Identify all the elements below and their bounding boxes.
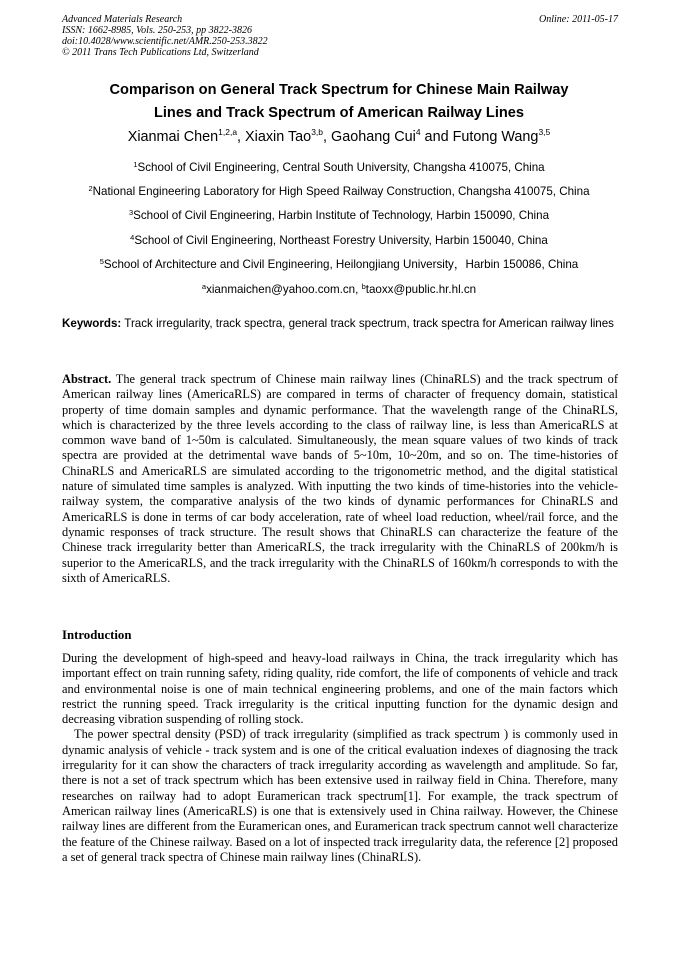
- paper-title: [60, 79, 618, 125]
- author-emails: [30, 282, 648, 297]
- doi-line: doi:10.4028/www.scientific.net/AMR.250-253.3822: [62, 36, 268, 47]
- email-separator: ,: [355, 283, 362, 296]
- author-name: Xianmai Chen: [127, 129, 219, 145]
- copyright-line: © 2011 Trans Tech Publications Ltd, Switzerland: [62, 47, 259, 58]
- introduction-heading: Introduction: [62, 628, 132, 642]
- author-affiliation-marker: 1,2,a: [218, 127, 238, 137]
- keywords-text: Track irregularity, track spectra, general track spectrum, track spectra for American railway lines: [124, 317, 614, 330]
- email-marker: b: [361, 282, 366, 291]
- affiliation-text: School of Civil Engineering, Harbin Institute of Technology, Harbin 150090, China: [133, 209, 550, 222]
- author-separator: ,: [237, 129, 246, 145]
- affiliation: [30, 208, 648, 223]
- affiliation-text: National Engineering Laboratory for High Speed Railway Construction, Changsha 410075, China: [92, 185, 590, 198]
- author-separator: and: [420, 129, 453, 145]
- author-name: Gaohang Cui: [331, 129, 416, 145]
- email-marker: a: [201, 282, 207, 291]
- affiliation: [30, 184, 648, 199]
- author-affiliation-marker: 3,b: [311, 127, 324, 137]
- author-name: Futong Wang: [452, 129, 539, 145]
- affiliation-number: 1: [133, 160, 138, 169]
- body-paragraph: During the development of high-speed and heavy-load railways in China, the track irregularity which has important effect on train running safety, riding quality, ride comfort, the life of components of vehicle and track and environmental noise is one of main technical engineering problems, and one of the main factors which restrict the running speed. Track irregularity is the critical inputting function for the dynamic design and decreasing vibration suspending of rolling stock.: [62, 651, 618, 727]
- email-address[interactable]: taoxx@public.hr.hl.cn: [365, 283, 477, 296]
- affiliation-text: School of Civil Engineering, Northeast Forestry University, Harbin 150040, China: [134, 234, 548, 247]
- affiliation-text: School of Civil Engineering, Central South University, Changsha 410075, China: [137, 161, 545, 174]
- introduction-body: [62, 651, 618, 865]
- publication-header: [62, 14, 618, 58]
- title-line-2: Lines and Track Spectrum of American Railway Lines: [153, 105, 525, 121]
- email-address[interactable]: xianmaichen@yahoo.com.cn: [206, 283, 356, 296]
- issn-line: ISSN: 1662-8985, Vols. 250-253, pp 3822-3826: [62, 25, 252, 36]
- affiliation: [30, 257, 648, 272]
- author-separator: ,: [323, 129, 332, 145]
- keywords-label: Keywords:: [62, 317, 122, 330]
- abstract-label: Abstract.: [62, 372, 112, 386]
- author-affiliation-marker: 4: [415, 127, 421, 137]
- author-affiliation-marker: 3,5: [538, 127, 551, 137]
- author-list: [40, 127, 638, 147]
- abstract-text: The general track spectrum of Chinese main railway lines (ChinaRLS) and the track spectrum of American railway lines (AmericaRLS) are compared in terms of character of frequency domain, statistical property of time domain samples and dynamic performance. That the wavelength range of the ChinaRLS, which is characterized by the three levels according to the class of railway line, is less than AmericaRLS at common wave band of 1~50m is calculated. Simultaneously, the mean square values of two kinds of track spectra are provided at the detrimental wave bands of 5~10m, 10~20m, and so on. The time-histories of ChinaRLS and AmericaRLS are simulated according to the trigonometric method, and the digital statistical nature of simulated time samples is analyzed. With inputting the two kinds of time-histories into the vehicle-railway system, the comparative analysis of the two kinds of dynamic performances for ChinaRLS and AmericaRLS is done in terms of car body acceleration, rate of wheel load reduction, wheel/rail force, and the dynamic responses of track structure. The result shows that ChinaRLS can characterize the feature of the Chinese track irregularity better than AmericaRLS, the track irregularity with the ChinaRLS of 200km/h is superior to the AmericaRLS, and the track irregularity with the ChinaRLS of 160km/h corresponds to with the sixth of AmericaRLS.: [62, 372, 619, 585]
- affiliation-number: 3: [128, 208, 134, 217]
- online-date: Online: 2011-05-17: [539, 14, 618, 25]
- affiliation: [30, 160, 648, 175]
- journal-name: Advanced Materials Research: [62, 14, 183, 25]
- abstract-section: [62, 372, 618, 586]
- author-name: Xiaxin Tao: [245, 129, 312, 145]
- body-paragraph: The power spectral density (PSD) of track irregularity (simplified as track spectrum ) is commonly used in dynamic analysis of vehicle - track system and is one of the critical evaluation indexes of diagnosing the track irregularity for it can show the characters of track irregularity according as wavelength and amplitude. So far, there is not a set of track spectrum which has been extensive used in railway field in China. Therefore, many researches on railway had to adopt Euramerican track spectrum[1]. For example, the track spectrum of American railway lines (AmericaRLS) is one that is extensively used in China railway. However, the Chinese railway lines are different from the Euramerican ones, and Euramerican track spectrum cannot well characterize the feature of the Chinese railway. Based on a lot of inspected track irregularity data, the reference [2] proposed a set of general track spectra of Chinese main railway lines (ChinaRLS).: [62, 727, 618, 864]
- title-line-1: Comparison on General Track Spectrum for Chinese Main Railway: [109, 82, 569, 98]
- affiliation: [30, 233, 648, 248]
- keywords-section: [62, 316, 618, 332]
- affiliation-number: 4: [130, 233, 135, 242]
- affiliation-number: 5: [99, 257, 104, 266]
- affiliation-number: 2: [88, 184, 93, 193]
- affiliation-text: School of Architecture and Civil Engineering, Heilongjiang University，Harbin 150086, China: [103, 258, 579, 271]
